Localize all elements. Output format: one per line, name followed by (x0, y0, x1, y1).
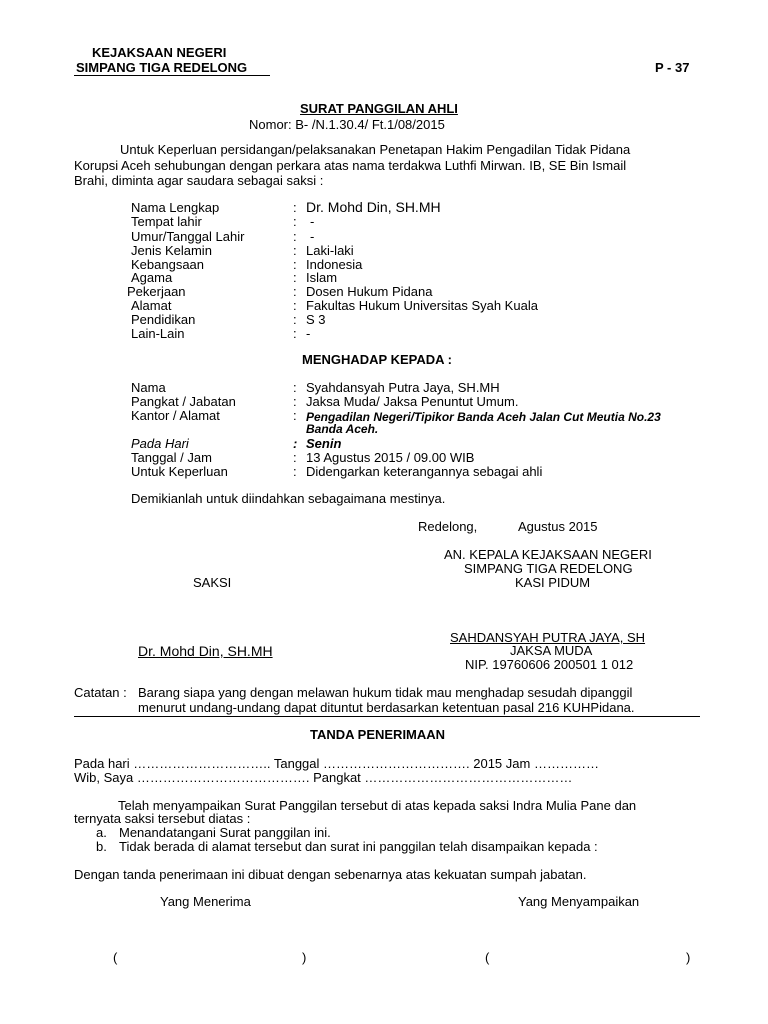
deliverer-paren-open: ( (485, 950, 490, 965)
summon-row-kantor-cont (0, 422, 768, 436)
catatan-label: Catatan : (74, 685, 127, 700)
summon-label: Untuk Keperluan (131, 464, 228, 479)
section-divider (74, 716, 700, 717)
item-a-marker: a. (96, 825, 107, 840)
catatan-line2: menurut undang-undang dapat dituntut berdasarkan ketentuan pasal 216 KUHPidana. (138, 700, 635, 715)
colon: : (293, 298, 297, 313)
colon: : (293, 394, 297, 409)
witness-row-kebangsaan (0, 257, 768, 271)
item-a-text: Menandatangani Surat panggilan ini. (119, 825, 331, 840)
item-b-marker: b. (96, 839, 107, 854)
witness-label: Pekerjaan (127, 284, 186, 299)
place: Redelong, (418, 519, 478, 534)
signatory-nip: NIP. 19760606 200501 1 012 (465, 657, 634, 672)
witness-label: Lain-Lain (131, 326, 185, 341)
colon: : (293, 464, 297, 479)
witness-label: Kebangsaan (131, 257, 205, 272)
intro-line-2: Korupsi Aceh sehubungan dengan perkara atas nama terdakwa Luthfi Mirwan. IB, SE Bin Ismail (74, 158, 627, 173)
witness-value: Indonesia (306, 257, 363, 272)
intro-line-1: Untuk Keperluan persidangan/pelaksanakan Penetapan Hakim Pengadilan Tidak Pidana (120, 142, 631, 157)
summon-label: Tanggal / Jam (131, 450, 212, 465)
witness-value: - (310, 229, 315, 244)
summon-row-kantor (0, 408, 768, 422)
deliverer-paren-close: ) (686, 950, 691, 965)
form-code: P - 37 (655, 60, 690, 75)
summon-value: Syahdansyah Putra Jaya, SH.MH (306, 380, 500, 395)
witness-value: Fakultas Hukum Universitas Syah Kuala (306, 298, 538, 313)
colon: : (293, 200, 297, 215)
receipt-line2: Wib, Saya …………………………………. Pangkat ………………………………………… (74, 770, 573, 785)
summon-row-hari (0, 436, 768, 450)
summon-label: Pangkat / Jabatan (131, 394, 236, 409)
summon-value: Didengarkan keterangannya sebagai ahli (306, 464, 543, 479)
witness-label: Umur/Tanggal Lahir (131, 229, 245, 244)
witness-value: S 3 (306, 312, 326, 327)
summon-value: Senin (306, 436, 342, 451)
receipt-paragraph-line1: Telah menyampaikan Surat Panggilan tersebut di atas kepada saksi Indra Mulia Pane dan (118, 798, 637, 813)
receipt-paragraph-line2: ternyata saksi tersebut diatas : (74, 811, 251, 826)
colon: : (293, 270, 297, 285)
signatory-rank: JAKSA MUDA (510, 643, 593, 658)
signatory-line1: AN. KEPALA KEJAKSAAN NEGERI (444, 547, 652, 562)
witness-label: Alamat (131, 298, 172, 313)
witness-value: Islam (306, 270, 338, 285)
receipt-heading: TANDA PENERIMAAN (310, 727, 446, 742)
summon-row-nama (0, 380, 768, 394)
summon-label: Pada Hari (131, 436, 189, 451)
receiver-paren-close: ) (302, 950, 307, 965)
summon-label: Kantor / Alamat (131, 408, 220, 423)
colon: : (293, 243, 297, 258)
witness-label: Tempat lahir (131, 214, 202, 229)
colon: : (293, 229, 297, 244)
receipt-line1: Pada hari ………………………….. Tanggal ……………………………. 2015 Jam …………… (74, 756, 599, 771)
witness-label: Pendidikan (131, 312, 196, 327)
witness-label: Agama (131, 270, 173, 285)
summon-value: 13 Agustus 2015 / 09.00 WIB (306, 450, 475, 465)
witness-row-lain-lain (0, 326, 768, 340)
document-title: SURAT PANGGILAN AHLI (300, 101, 458, 116)
witness-label: Nama Lengkap (131, 200, 220, 215)
witness-row-agama (0, 270, 768, 284)
menghadap-heading: MENGHADAP KEPADA : (302, 352, 452, 367)
office-name-line1: KEJAKSAAN NEGERI (92, 45, 227, 60)
signatory-line2: SIMPANG TIGA REDELONG (464, 561, 633, 576)
witness-value: - (310, 214, 315, 229)
witness-value: Dosen Hukum Pidana (306, 284, 433, 299)
summon-value-cont: Banda Aceh. (306, 422, 379, 436)
colon: : (293, 380, 297, 395)
intro-line-3: Brahi, diminta agar saudara sebagai saksi : (74, 173, 324, 188)
summon-row-tanggal (0, 450, 768, 464)
colon: : (293, 436, 298, 451)
summon-value: Pengadilan Negeri/Tipikor Banda Aceh Jalan Cut Meutia No.23 (306, 410, 661, 424)
witness-row-pekerjaan (0, 284, 768, 298)
witness-value: Dr. Mohd Din, SH.MH (306, 199, 441, 215)
signatory-name: SAHDANSYAH PUTRA JAYA, SH (450, 630, 646, 645)
receiver-label: Yang Menerima (160, 894, 251, 909)
witness-label: Jenis Kelamin (131, 243, 212, 258)
witness-row-jenis-kelamin (0, 243, 768, 257)
catatan-line1: Barang siapa yang dengan melawan hukum tidak mau menghadap sesudah dipanggil (138, 685, 633, 700)
witness-value: Laki-laki (306, 243, 354, 258)
colon: : (293, 312, 297, 327)
signatory-line3: KASI PIDUM (515, 575, 591, 590)
office-name-line2: SIMPANG TIGA REDELONG (76, 60, 248, 75)
deliverer-label: Yang Menyampaikan (518, 894, 640, 909)
summon-row-keperluan (0, 464, 768, 478)
receiver-paren-open: ( (113, 950, 118, 965)
colon: : (293, 257, 297, 272)
colon: : (293, 450, 297, 465)
receipt-statement: Dengan tanda penerimaan ini dibuat dengan sebenarnya atas kekuatan sumpah jabatan. (74, 867, 587, 882)
witness-row-nama (0, 200, 768, 214)
summon-row-pangkat (0, 394, 768, 408)
summon-value: Jaksa Muda/ Jaksa Penuntut Umum. (306, 394, 519, 409)
witness-row-alamat (0, 298, 768, 312)
closing-sentence: Demikianlah untuk diindahkan sebagaimana mestinya. (131, 491, 446, 506)
saksi-label: SAKSI (193, 575, 232, 590)
colon: : (293, 326, 297, 341)
date: Agustus 2015 (518, 519, 598, 534)
document-number: Nomor: B- /N.1.30.4/ Ft.1/08/2015 (249, 117, 445, 132)
witness-value: - (306, 326, 311, 341)
item-b-text: Tidak berada di alamat tersebut dan surat ini panggilan telah disampaikan kepada : (119, 839, 598, 854)
saksi-name: Dr. Mohd Din, SH.MH (138, 643, 273, 659)
witness-row-umur (0, 229, 768, 243)
colon: : (293, 214, 297, 229)
colon: : (293, 408, 297, 423)
summon-label: Nama (131, 380, 166, 395)
witness-row-pendidikan (0, 312, 768, 326)
colon: : (293, 284, 297, 299)
witness-row-tempat-lahir (0, 214, 768, 228)
header-underline (74, 75, 270, 76)
